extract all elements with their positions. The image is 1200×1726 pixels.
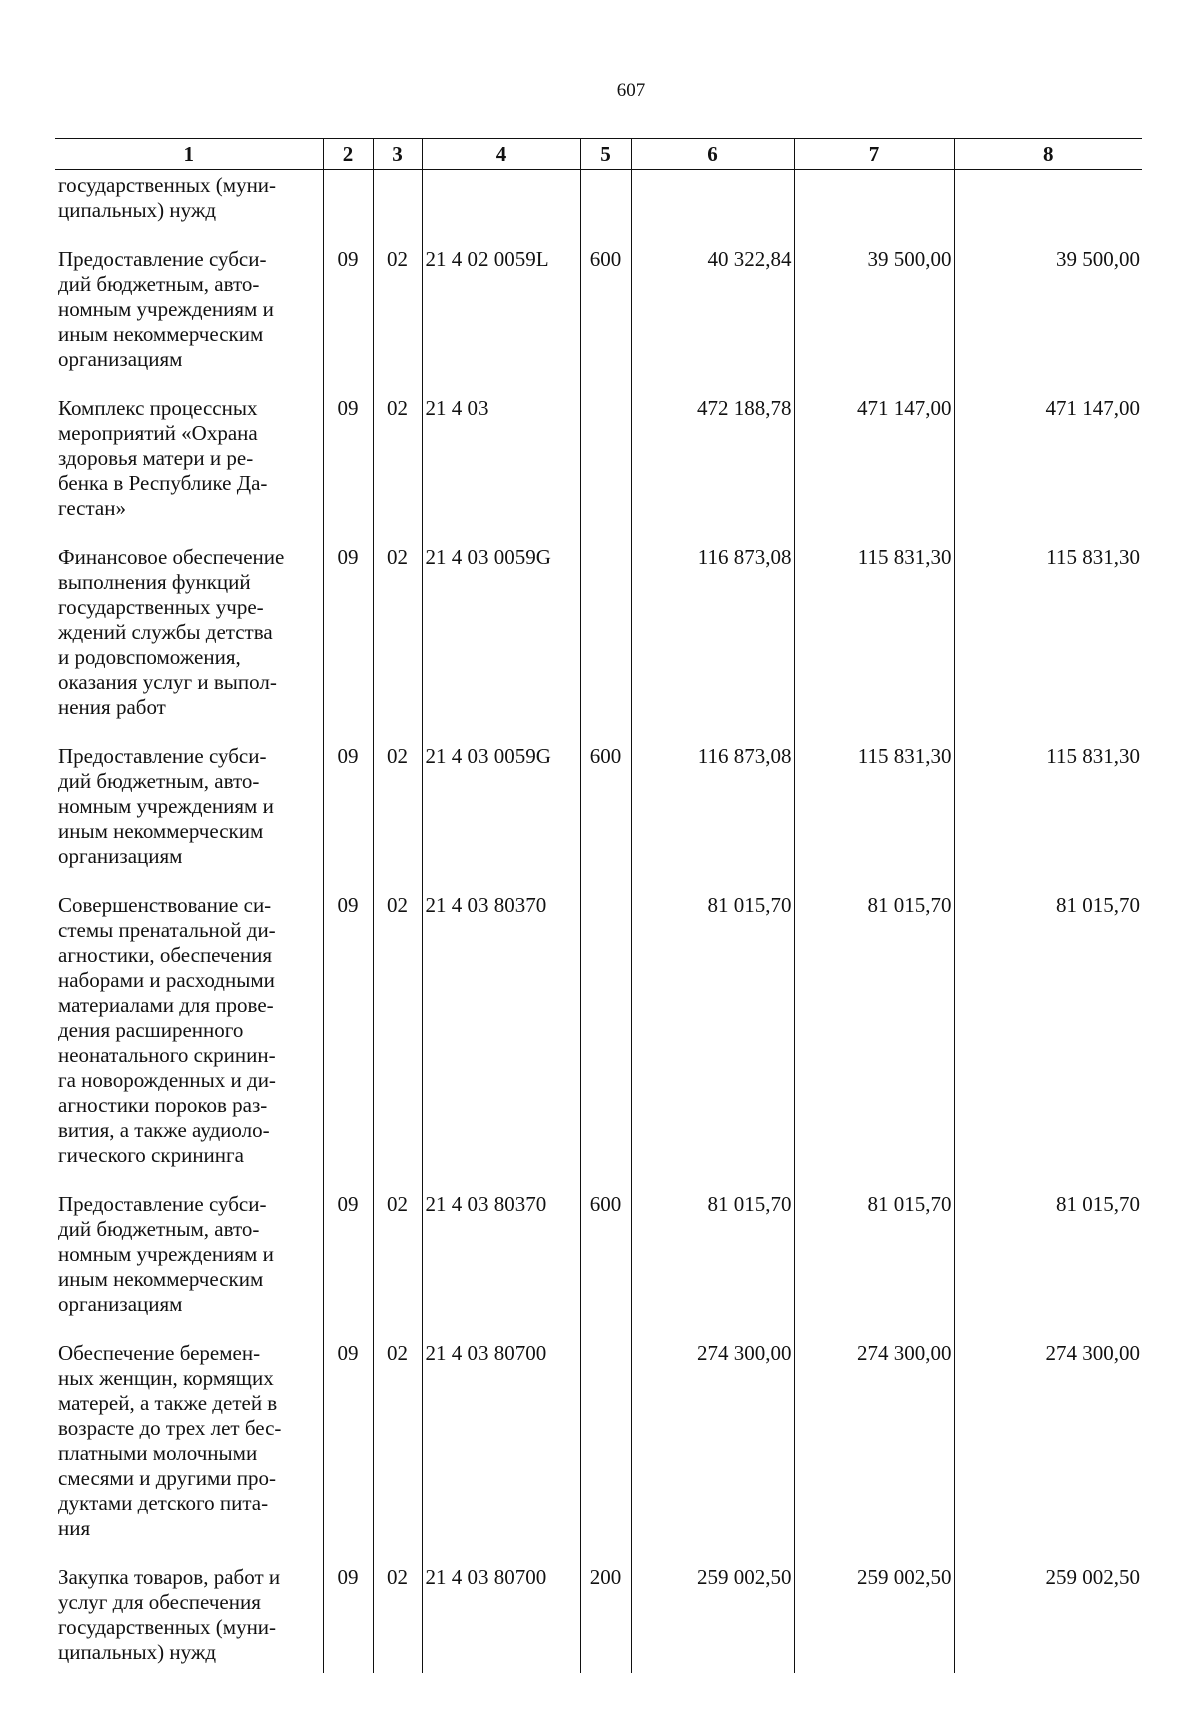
amount-col7-cell: 115 831,30 (794, 545, 954, 744)
subsection-code-cell (373, 170, 422, 248)
item-name-cell: Комплекс процессных мероприятий «Охрана здоровья матери и ре- бенка в Республике Да- гестан» (58, 396, 268, 520)
item-name-cell: Финансовое обеспечение выполнения функций государственных учре- ждений службы детства и родовспоможения, оказания услуг и выпол- нения работ (58, 545, 285, 719)
section-code-cell: 09 (323, 744, 373, 893)
budget-table (55, 138, 1142, 1673)
section-code-cell: 09 (323, 1341, 373, 1565)
amount-col8-cell: 274 300,00 (954, 1341, 1142, 1565)
table-row (55, 396, 1142, 545)
target-article-cell: 21 4 03 0059G (422, 545, 580, 744)
table-row (55, 170, 1142, 248)
amount-col8-cell: 471 147,00 (954, 396, 1142, 545)
target-article-cell (422, 170, 580, 248)
amount-col7-cell: 115 831,30 (794, 744, 954, 893)
table-body (55, 170, 1142, 1674)
amount-col8-cell: 81 015,70 (954, 1192, 1142, 1341)
section-code-cell: 09 (323, 545, 373, 744)
target-article-cell: 21 4 03 80700 (422, 1341, 580, 1565)
amount-col7-cell: 39 500,00 (794, 247, 954, 396)
item-name-cell: Предоставление субси- дий бюджетным, авто- номным учреждениям и иным некоммерческим организациям (58, 744, 274, 868)
target-article-cell: 21 4 03 80370 (422, 1192, 580, 1341)
amount-col6-cell (631, 170, 794, 248)
subsection-code-cell: 02 (373, 396, 422, 545)
amount-col8-cell: 259 002,50 (954, 1565, 1142, 1673)
expense-type-cell (580, 1341, 631, 1565)
amount-col7-cell: 274 300,00 (794, 1341, 954, 1565)
subsection-code-cell: 02 (373, 1341, 422, 1565)
expense-type-cell (580, 396, 631, 545)
expense-type-cell: 600 (580, 744, 631, 893)
amount-col6-cell: 40 322,84 (631, 247, 794, 396)
column-header: 4 (422, 139, 580, 170)
column-header: 1 (55, 139, 323, 170)
column-header: 2 (323, 139, 373, 170)
amount-col8-cell: 115 831,30 (954, 744, 1142, 893)
column-header: 3 (373, 139, 422, 170)
amount-col6-cell: 259 002,50 (631, 1565, 794, 1673)
amount-col6-cell: 81 015,70 (631, 893, 794, 1192)
item-name-cell: Закупка товаров, работ и услуг для обеспечения государственных (муни- ципальных) нужд (58, 1565, 281, 1664)
expense-type-cell (580, 170, 631, 248)
column-header: 8 (954, 139, 1142, 170)
item-name-cell: Предоставление субси- дий бюджетным, авто- номным учреждениям и иным некоммерческим организациям (58, 247, 274, 371)
amount-col7-cell: 259 002,50 (794, 1565, 954, 1673)
subsection-code-cell: 02 (373, 1192, 422, 1341)
amount-col7-cell: 471 147,00 (794, 396, 954, 545)
table-row (55, 1341, 1142, 1565)
amount-col6-cell: 274 300,00 (631, 1341, 794, 1565)
table-row (55, 545, 1142, 744)
amount-col7-cell (794, 170, 954, 248)
section-code-cell: 09 (323, 1192, 373, 1341)
amount-col8-cell (954, 170, 1142, 248)
table-row (55, 893, 1142, 1192)
expense-type-cell: 600 (580, 247, 631, 396)
target-article-cell: 21 4 02 0059L (422, 247, 580, 396)
amount-col6-cell: 116 873,08 (631, 744, 794, 893)
section-code-cell: 09 (323, 247, 373, 396)
amount-col6-cell: 472 188,78 (631, 396, 794, 545)
table-row (55, 247, 1142, 396)
amount-col6-cell: 81 015,70 (631, 1192, 794, 1341)
amount-col7-cell: 81 015,70 (794, 1192, 954, 1341)
table-header-row (55, 139, 1142, 170)
amount-col6-cell: 116 873,08 (631, 545, 794, 744)
expense-type-cell: 200 (580, 1565, 631, 1673)
target-article-cell: 21 4 03 0059G (422, 744, 580, 893)
subsection-code-cell: 02 (373, 744, 422, 893)
section-code-cell: 09 (323, 396, 373, 545)
subsection-code-cell: 02 (373, 893, 422, 1192)
amount-col8-cell: 115 831,30 (954, 545, 1142, 744)
table-row (55, 744, 1142, 893)
column-header: 6 (631, 139, 794, 170)
item-name-cell: Обеспечение беремен- ных женщин, кормящих матерей, а также детей в возрасте до трех лет бес- платными молочными смесями и другими про- дуктами детского пита- ния (58, 1341, 282, 1540)
expense-type-cell: 600 (580, 1192, 631, 1341)
target-article-cell: 21 4 03 (422, 396, 580, 545)
subsection-code-cell: 02 (373, 1565, 422, 1673)
page-number: 607 (616, 80, 646, 101)
expense-type-cell (580, 545, 631, 744)
target-article-cell: 21 4 03 80700 (422, 1565, 580, 1673)
section-code-cell (323, 170, 373, 248)
item-name-cell: Предоставление субси- дий бюджетным, авто- номным учреждениям и иным некоммерческим организациям (58, 1192, 274, 1316)
column-header: 5 (580, 139, 631, 170)
column-header: 7 (794, 139, 954, 170)
expense-type-cell (580, 893, 631, 1192)
table-row (55, 1192, 1142, 1341)
item-name-cell: государственных (муни- ципальных) нужд (58, 173, 277, 222)
item-name-cell: Совершенствование си- стемы пренатальной ди- агностики, обеспечения наборами и расходными материалами для прове- дения расширенного неонатального скринин- га новорожденных и ди- агностики пороков раз- вития, а также аудиоло- гического скрининга (58, 893, 276, 1167)
target-article-cell: 21 4 03 80370 (422, 893, 580, 1192)
subsection-code-cell: 02 (373, 247, 422, 396)
section-code-cell: 09 (323, 893, 373, 1192)
amount-col8-cell: 81 015,70 (954, 893, 1142, 1192)
amount-col8-cell: 39 500,00 (954, 247, 1142, 396)
amount-col7-cell: 81 015,70 (794, 893, 954, 1192)
section-code-cell: 09 (323, 1565, 373, 1673)
table-row (55, 1565, 1142, 1673)
subsection-code-cell: 02 (373, 545, 422, 744)
